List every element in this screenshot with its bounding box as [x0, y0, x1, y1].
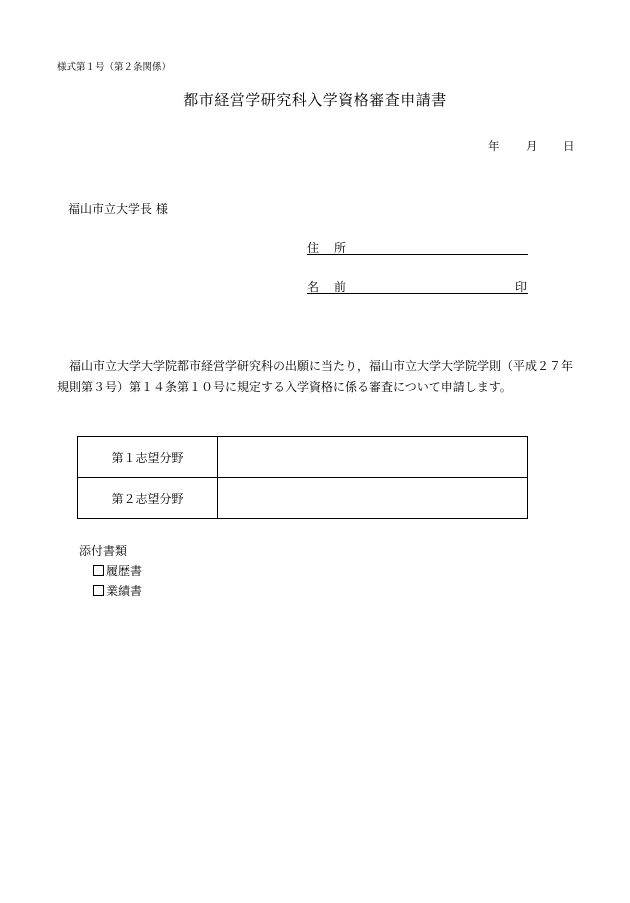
attachments-heading: 添付書類	[79, 544, 128, 558]
name-label-2: 前	[334, 280, 347, 294]
statement-text: 福山市立大学大学院都市経営学研究科の出願に当たり，福山市立大学大学院学則（平成２７年規則第３号）第１４条第１０号に規定する入学資格に係る審査について申請します。	[57, 359, 574, 394]
first-preference-field[interactable]	[218, 437, 528, 478]
document-title: 都市経営学研究科入学資格審査申請書	[183, 91, 447, 109]
first-preference-label: 第１志望分野	[78, 437, 218, 478]
second-preference-field[interactable]	[218, 478, 528, 519]
attachment-resume-label: 履歴書	[106, 564, 143, 578]
date-day-label: 日	[563, 139, 575, 153]
name-field[interactable]	[307, 293, 528, 294]
checkbox-resume[interactable]	[93, 565, 104, 576]
checkbox-achievements[interactable]	[93, 585, 104, 596]
address-label-2: 所	[334, 241, 347, 255]
preference-table	[77, 436, 528, 519]
attachment-achievements-label: 業績書	[106, 584, 143, 598]
second-preference-label: 第２志望分野	[78, 478, 218, 519]
address-label-1: 住	[307, 241, 320, 255]
recipient: 福山市立大学長 様	[68, 202, 168, 216]
date-month-label: 月	[526, 139, 538, 153]
list-item	[93, 582, 142, 599]
list-item	[93, 562, 142, 579]
form-number: 様式第１号（第２条関係）	[57, 62, 172, 73]
date-year-label: 年	[488, 139, 500, 153]
application-statement	[57, 356, 577, 398]
table-row	[78, 478, 528, 519]
seal-mark: 印	[515, 280, 528, 294]
name-label-1: 名	[307, 280, 320, 294]
address-field[interactable]	[307, 254, 528, 255]
table-row	[78, 437, 528, 478]
